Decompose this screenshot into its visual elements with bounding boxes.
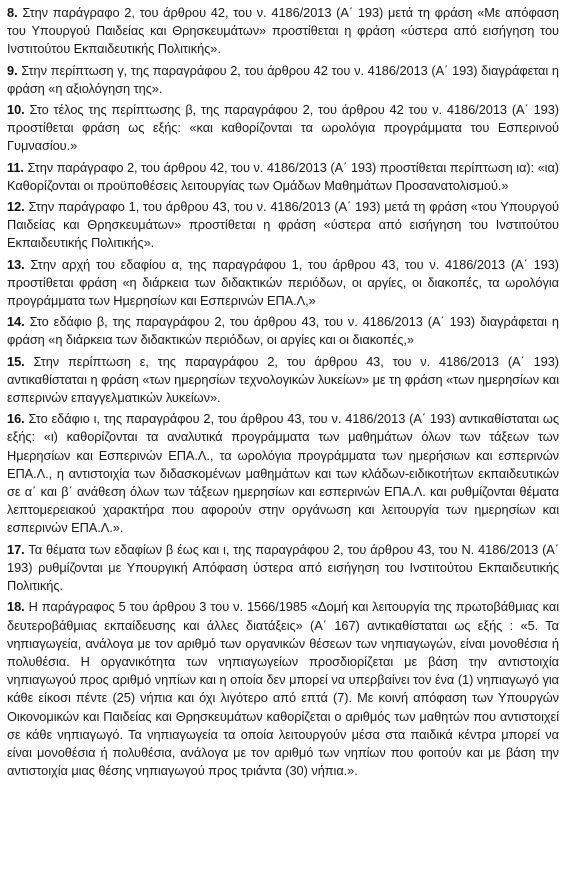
paragraph-8 (7, 4, 559, 59)
paragraph-text: Στο τέλος της περίπτωσης β, της παραγράφου 2, του άρθρου 42 του ν. 4186/2013 (Α΄ 193) προστίθεται φράση ως εξής: «και καθορίζονται τα ωρολόγια προγράμματα του Εσπερινού Γυμνασίου.» (7, 102, 559, 154)
paragraph-number: 13. (7, 256, 25, 272)
paragraph-17 (7, 541, 559, 596)
paragraph-number: 16. (7, 411, 25, 427)
paragraph-text: Στην περίπτωση γ, της παραγράφου 2, του άρθρου 42 του ν. 4186/2013 (Α΄ 193) διαγράφεται η φράση «η αξιολόγηση της». (7, 62, 559, 96)
paragraph-18 (7, 598, 559, 780)
paragraph-11 (7, 159, 559, 195)
paragraph-number: 14. (7, 314, 25, 330)
paragraph-number: 11. (7, 159, 24, 175)
paragraph-15 (7, 353, 559, 408)
paragraph-number: 8. (7, 5, 18, 20)
paragraph-16 (7, 410, 559, 537)
paragraph-number: 18. (7, 599, 25, 615)
paragraph-text: Στην παράγραφο 2, του άρθρου 42, του ν. 4186/2013 (Α΄ 193) μετά τη φράση «Με απόφαση του Υπουργού Παιδείας και Θρησκευμάτων» προστίθεται η φράση «ύστερα από εισήγηση του Ινστιτούτου Εκπαιδευτικής Πολιτικής». (7, 5, 559, 57)
paragraph-number: 12. (7, 199, 25, 215)
paragraph-9 (7, 62, 559, 98)
paragraph-text: Στην παράγραφο 2, του άρθρου 42, του ν. 4186/2013 (Α΄ 193) προστίθεται περίπτωση ια): «ια) Καθορίζονται οι προϋποθέσεις λειτουργίας των Ομάδων Μαθημάτων Προσανατολισμού.» (7, 159, 560, 193)
paragraph-text: Στο εδάφιο ι, της παραγράφου 2, του άρθρου 43, του ν. 4186/2013 (Α΄ 193) αντικαθίσταται ως εξής: «ι) καθορίζονται τα αναλυτικά προγράμματα των μαθημάτων όλων των τάξεων των Ημερησίων και Εσπερινών ΕΠΑ.Λ., τα ωρολόγια προγράμματα των ημερήσιων και εσπερινών ΕΠΑ.Λ., η αντιστοιχία των διδασκομένων μαθημάτων και των κλάδων-ειδικοτήτων εκπαιδευτικών σε α΄ και β΄ ανάθεση όλων των τάξεων ημερησίων και εσπερινών ΕΠΑ.Λ. και ρυθμίζονται θέματα λεπτομερειακού χαρακτήρα που αφορούν στην οργάνωση και λειτουργία των ημερησίων και εσπερινών ΕΠΑ.Λ.». (7, 411, 559, 536)
paragraph-text: Στην περίπτωση ε, της παραγράφου 2, του άρθρου 43, του ν. 4186/2013 (Α΄ 193) αντικαθίσταται η φράση «των ημερησίων τεχνολογικών λυκείων» με τη φράση «των ημερησίων και εσπερινών επαγγελματικών λυκείων». (7, 353, 559, 406)
paragraph-number: 15. (7, 353, 25, 369)
paragraph-text: Στην αρχή του εδαφίου α, της παραγράφου 1, του άρθρου 43, του ν. 4186/2013 (Α΄ 193) προστίθεται φράση «η διάρκεια των διδακτικών περιόδων, οι αργίες, οι διακοπές, τα ωρολόγια προγράμματα των Ημερησίων και Εσπερινών ΕΠΑ.Λ,» (7, 256, 559, 309)
paragraph-13 (7, 256, 559, 311)
paragraph-10 (7, 101, 559, 156)
paragraph-12 (7, 198, 559, 253)
paragraph-number: 9. (7, 62, 18, 78)
paragraph-number: 17. (7, 541, 25, 557)
paragraph-text: Η παράγραφος 5 του άρθρου 3 του ν. 1566/1985 «Δομή και λειτουργία της πρωτοβάθμιας και δευτεροβάθμιας εκπαίδευσης και άλλες διατάξεις» (Α΄ 167) αντικαθίσταται ως εξής : «5. Τα νηπιαγωγεία, ανάλογα με τον αριθμό των οργανικών θέσεων των νηπιαγωγών, είναι μονοθέσια ή πολυθέσια. Η οργανικότητα των νηπιαγωγείων προσδιορίζεται με βάση την αντιστοιχία νηπιαγωγού προς αριθμό νηπίων και η οποία δεν μπορεί να υπερβαίνει τον ένα (1) νηπιαγωγό για κάθε είκοσι πέντε (25) νήπια και όχι λιγότερο από επτά (7). Με κοινή απόφαση των Υπουργών Οικονομικών και Παιδείας και Θρησκευμάτων καθορίζεται ο αριθμός των μαθητών που αντιστοιχεί σε κάθε νηπιαγωγό. Τα νηπιαγωγεία τα οποία λειτουργούν μέσα στα παιδικά κέντρα μπορεί να είναι μονοθέσια ή πολυθέσια, ανάλογα με τον αριθμό των νηπίων που φοιτούν και με βάση την αντιστοιχία μιας θέσης νηπιαγωγού προς τριάντα (30) νήπια.». (7, 599, 559, 779)
paragraph-text: Τα θέματα των εδαφίων β έως και ι, της παραγράφου 2, του άρθρου 43, του Ν. 4186/2013 (Α΄ 193) ρυθμίζονται με Υπουργική Απόφαση ύστερα από εισήγηση του Ινστιτούτου Εκπαιδευτικής Πολιτικής. (7, 541, 559, 594)
paragraph-number: 10. (7, 102, 25, 118)
paragraph-text: Στο εδάφιο β, της παραγράφου 2, του άρθρου 43, του ν. 4186/2013 (Α΄ 193) διαγράφεται η φράση «η διάρκεια των διδακτικών περιόδων, οι αργίες και οι διακοπές,» (7, 314, 559, 348)
paragraph-14 (7, 313, 559, 349)
paragraph-text: Στην παράγραφο 1, του άρθρου 43, του ν. 4186/2013 (Α΄ 193) μετά τη φράση «του Υπουργού Παιδείας και Θρησκευμάτων» προστίθεται η φράση «ύστερα από εισήγηση του Ινστιτούτου Εκπαιδευτικής Πολιτικής». (7, 199, 559, 251)
